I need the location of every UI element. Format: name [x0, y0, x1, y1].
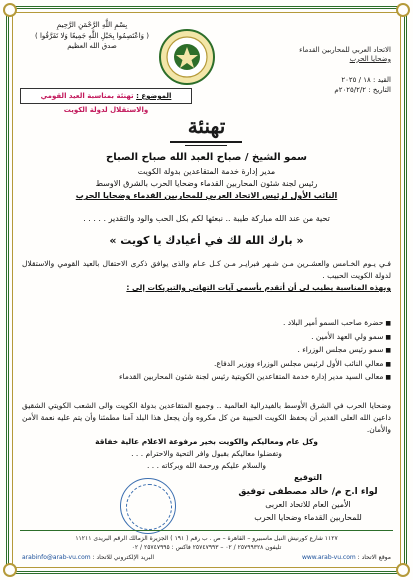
corner-ornament	[396, 563, 410, 577]
recipients-intro: وبهذه المناسبة يطيب لى أن أتقدم بأسمى آيات التهاني والتبريكات إلى :	[126, 283, 391, 292]
basmala: بِسْمِ اللَّهِ الرَّحْمَنِ الرَّحِيمِ	[56, 21, 128, 29]
footer-divider	[20, 530, 393, 531]
reference-block	[334, 75, 391, 95]
website-link[interactable]: www.arab-vu.com	[301, 553, 356, 561]
corner-ornament	[396, 3, 410, 17]
addressee-name: سمو الشيخ / صباح العبد الله صباح الصباح	[106, 152, 307, 163]
email-label: البريد الإلكتروني للاتحاد :	[92, 553, 155, 561]
signature-label: التوقيع	[294, 473, 322, 482]
official-stamp	[120, 478, 176, 534]
web-label: موقع الاتحاد :	[357, 553, 391, 561]
letter-date: التاريخ : ٢٠٢٥/٢/٢م	[334, 86, 391, 95]
organization-name: الاتحاد العربي للمحاربين القدماء وضحايا الحرب	[299, 46, 391, 63]
union-logo	[158, 28, 216, 86]
corner-ornament	[3, 563, 17, 577]
body-paragraph: فـي يـوم الخـامس والعشـرين مـن شـهر فبرايـر مـن كـل عـام والذى يوافق ذكرى الاحتفال بالعيد القومي والاستقلال لدولة الكويت الحبيب . وبهذه المناسبة يطيب لى أن أتقدم بأسمى آيات التهاني والتبريكات إلى :	[22, 259, 391, 292]
list-item: ■ معالى السيد مدير إدارة خدمة المتقاعدين الكويتية رئيس لجنة شئون المحاربين القدماء	[22, 370, 391, 384]
basmala-block	[22, 20, 162, 52]
reference-number: القيد : ١٨ / ٢٠٢٥	[341, 76, 391, 84]
subject-box	[20, 88, 192, 114]
signature-block	[228, 472, 388, 525]
addressee-title: مدير إدارة خدمة المتقاعدين بدولة الكويت	[137, 166, 276, 176]
recipients-list	[22, 316, 391, 384]
signatory-role: الأمين العام للاتحاد العربى	[265, 500, 351, 510]
greeting: تحية من عند الله مباركة طيبة .. نبعثها لكم بكل الحب والود والتقدير . . . . .	[83, 214, 330, 223]
list-item: ■ حضرة صاحب السمو أمير البلاد .	[22, 316, 391, 330]
page-title: تهنئة	[187, 114, 226, 138]
headline: « بارك الله لك في أعيادك يا كويت »	[109, 234, 304, 247]
footer	[22, 534, 391, 562]
title-underline	[170, 141, 242, 143]
footer-phones: تليفون ٢٥٧٩٩٣٢٨ / ٠٢ – ٢٥٧٤٧٩٩٣ فاكس : ٢٥٧٤٧٩٩٥ / ٠٢	[131, 544, 282, 552]
footer-address: ١١٢٧ شارع كورنيش النيل ماسبيرو – القاهرة – ص . ب رقم ( ١٩١ ) الجزيرة الزمالك الرقم البريدى ١١٢١١	[75, 535, 338, 542]
subject-label: الموضوع :	[136, 92, 172, 100]
title-underline	[185, 145, 227, 146]
list-item: ■ سمو ولي العهد الأمين .	[22, 330, 391, 344]
email-link[interactable]: arabinfo@arab-vu.com	[22, 553, 91, 561]
list-item: ■ سمو رئيس مجلس الوزراء .	[22, 343, 391, 357]
closing-paragraph: وضحايا الحرب في الشرق الأوسط بالفيدرالية العالمية .. وجميع المتقاعدين بدولة الكويت والى الشعب الكويتي الشقيق داعين الله العلى القدير أن يحفظ الكويت الحبيبة من كل مكروه وأن يجعل هذا البلد آمنا مطمئنا وأن يتم عليه نعمة الأمن والأمان. وكل عام ومعاليكم والكويت بخير مرفوعة الاعلام عالية خفاقة وتفضلوا معاليكم بقبول وافر التحية والاحترام . . . والسلام عليكم ورحمة الله وبركاته . . .	[22, 401, 391, 470]
subject-text: تهنئة بمناسبة العيد القومي والاستقلال لدولة الكويت	[40, 92, 149, 114]
signatory-role: للمحاربين القدماء وضحايا الحرب	[254, 512, 362, 522]
signatory-name: لواء ا.ح م/ خالد مصطفى توفيق	[238, 486, 378, 497]
addressee-block	[22, 150, 391, 203]
addressee-role: النائب الأول لرئيس الاتحاد العربي للمحاربين القدماء وضحايا الحرب	[75, 191, 338, 201]
verse-ending: صدق الله العظيم	[67, 42, 117, 50]
list-item: ■ معالي النائب الأول لرئيس مجلس الوزراء ووزير الدفاع.	[22, 357, 391, 371]
quran-verse: ( وَاعْتَصِمُوا بِحَبْلِ اللَّهِ جَمِيعًا وَلا تَفَرَّقُوا )	[35, 31, 149, 40]
addressee-role: رئيس لجنة شئون المحاربين القدماء وضحايا الحرب بالشرق الاوسط	[95, 178, 318, 188]
corner-ornament	[3, 3, 17, 17]
